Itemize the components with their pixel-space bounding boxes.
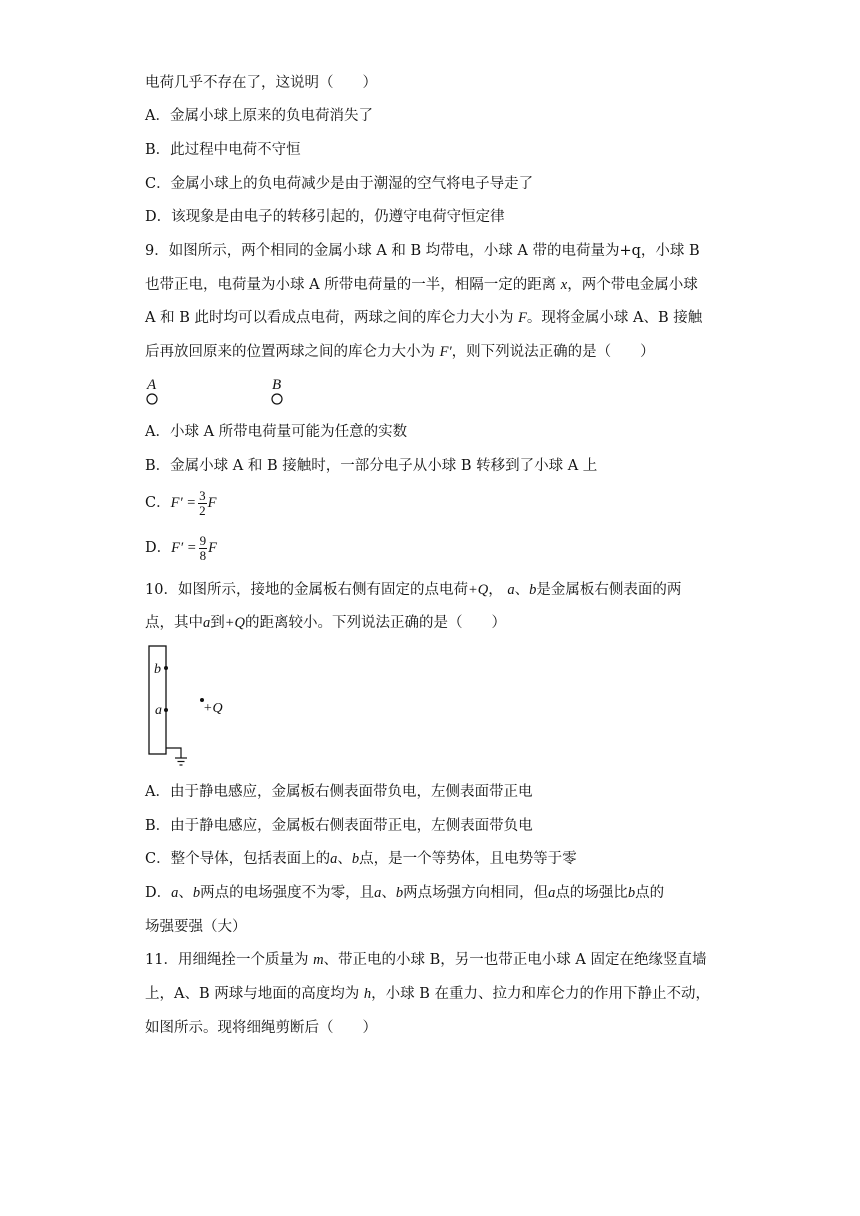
q9-option-a: A．小球 A 所带电荷量可能为任意的实数 — [145, 424, 408, 440]
q9-fig-label-b: B — [272, 377, 282, 393]
q8-stem-end: 电荷几乎不存在了，这说明（ ） — [145, 75, 377, 91]
q9-option-b: B．金属小球 A 和 B 接触时，一部分电子从小球 B 转移到了小球 A 上 — [145, 458, 598, 474]
q10-option-d-line1: D．a、b两点的电场强度不为零，且a、b两点场强方向相同，但a点的场强比b点的 — [145, 885, 665, 901]
ground-wire — [166, 748, 181, 758]
q9-option-c: C．F′ = $\frac{3}{2}$ F — [145, 487, 217, 518]
q10-option-c: C．整个导体，包括表面上的a、b点，是一个等势体，且电势等于零 — [145, 851, 577, 867]
q9-ball-b — [272, 394, 282, 404]
q11-stem-line2: 上，A、B 两球与地面的高度均为 h，小球 B 在重力、拉力和库仑力的作用下静止不动， — [145, 986, 710, 1002]
q11-stem-line1: 11．用细绳拴一个质量为 m、带正电的小球 B，另一也带正电小球 A 固定在绝缘竖直墙 — [145, 952, 707, 968]
q9-figure — [140, 372, 300, 412]
q10-option-b: B．由于静电感应，金属板右侧表面带正电，左侧表面带负电 — [145, 818, 533, 834]
q9-fig-label-a: A — [147, 377, 157, 393]
q9-stem-line3: A 和 B 此时均可以看成点电荷，两球之间的库仑力大小为 F。现将金属小球 A、B 接触 — [145, 310, 703, 326]
point-b — [164, 666, 168, 670]
point-a — [164, 708, 168, 712]
q9-option-d: D．F′ = $\frac{9}{8}$ F — [145, 532, 217, 563]
q9-stem-line1: 9．如图所示，两个相同的金属小球 A 和 B 均带电，小球 A 带的电荷量为+q，小球 B — [145, 243, 700, 259]
q8-option-c: C．金属小球上的负电荷减少是由于潮湿的空气将电子导走了 — [145, 176, 534, 192]
q10-fig-label-b: b — [154, 662, 161, 677]
q9-stem-line2: 也带正电，电荷量为小球 A 所带电荷量的一半，相隔一定的距离 x，两个带电金属小球 — [145, 277, 698, 293]
q9-ball-a — [147, 394, 157, 404]
q10-figure — [140, 642, 250, 772]
q9-stem-line4: 后再放回原来的位置两球之间的库仑力大小为 F′，则下列说法正确的是（ ） — [145, 344, 655, 360]
q8-option-d: D．该现象是由电子的转移引起的，仍遵守电荷守恒定律 — [145, 209, 505, 225]
q10-option-a: A．由于静电感应，金属板右侧表面带负电，左侧表面带正电 — [145, 784, 533, 800]
q10-option-d-line2: 场强要强（大） — [145, 919, 247, 935]
q10-stem-line2: 点，其中a到+Q的距离较小。下列说法正确的是（ ） — [145, 615, 507, 631]
q10-fig-label-q: +Q — [203, 701, 223, 716]
q11-stem-line3: 如图所示。现将细绳剪断后（ ） — [145, 1020, 377, 1036]
q8-option-b: B．此过程中电荷不守恒 — [145, 142, 301, 158]
q10-stem-line1: 10．如图所示，接地的金属板右侧有固定的点电荷+Q， a、b是金属板右侧表面的两 — [145, 582, 682, 598]
q8-option-a: A．金属小球上原来的负电荷消失了 — [145, 108, 373, 124]
q10-fig-label-a: a — [155, 703, 162, 718]
